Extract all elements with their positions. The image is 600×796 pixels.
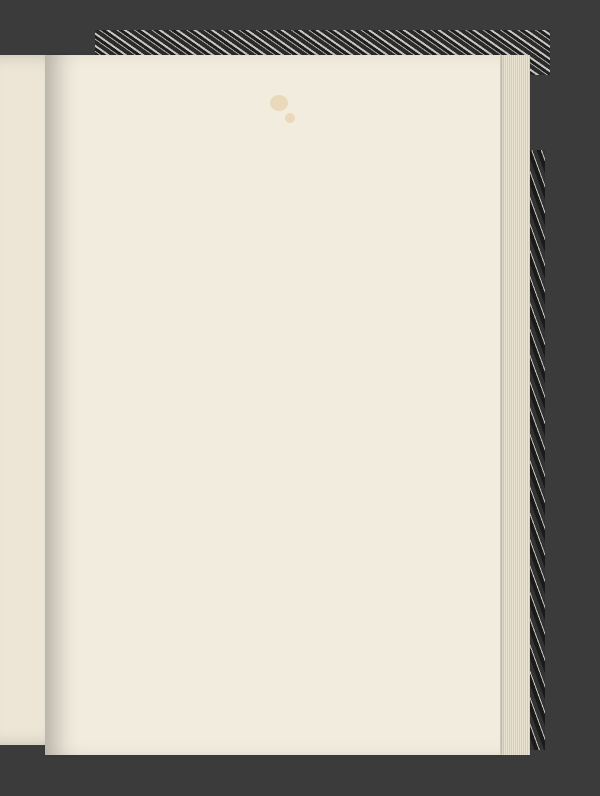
stain-spot [270, 95, 288, 111]
stain-spot [285, 113, 295, 123]
right-page [45, 55, 500, 755]
